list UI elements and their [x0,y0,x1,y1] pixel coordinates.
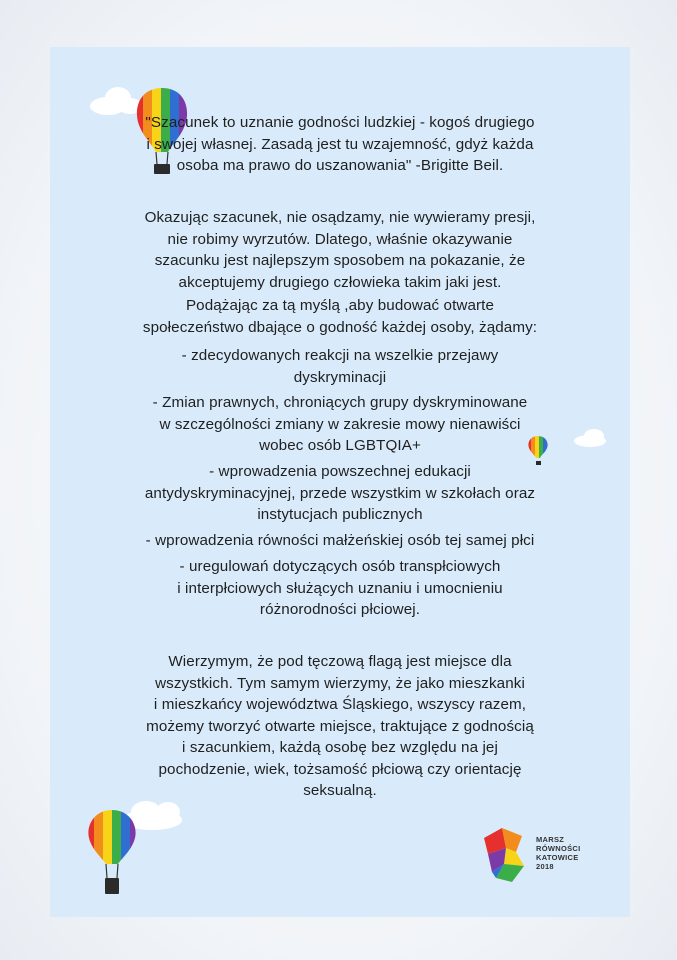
demand-line: - uregulowań dotyczących osób transpłciowych [179,558,501,575]
paragraph-line: Podążając za tą myślą ,aby budować otwarte [185,297,495,314]
demand-line: - wprowadzenia powszechnej edukacji [209,463,471,480]
paragraph-line: szacunku jest najlepszym sposobem na pokazanie, że [154,252,526,269]
demand-line: - wprowadzenia równości małżeńskiej osób tej samej płci [145,532,535,549]
demand-education [50,461,630,526]
quote [50,112,630,177]
demand-line: antydyskryminacyjnej, przede wszystkim w szkołach oraz [144,484,536,502]
demand-line: wobec osób LGBTQIA+ [259,437,421,454]
paragraph-closing [50,651,630,802]
demand-line: dyskryminacji [293,368,387,386]
paragraph-line: nie robimy wyrzutów. Dlatego, właśnie okazywanie [167,230,513,248]
logo-line: RÓWNOŚCI [536,844,581,853]
demand-line: różnorodności płciowej. [259,601,421,618]
quote-line: "Szacunek to uznanie godności ludzkiej - kogoś drugiego [145,114,535,131]
paragraph-line: seksualną. [303,782,377,799]
paragraph-line: i mieszkańcy województwa Śląskiego, wszyscy razem, [153,696,527,713]
marsz-rownosci-logo-icon [482,826,532,888]
demand-line: instytucjach publicznych [257,506,423,523]
paragraph-line: wszystkich. Tym samym wierzymy, że jako mieszkanki [155,674,525,692]
demand-trans-intersex [50,556,630,621]
paragraph-line: społeczeństwo dbające o godność każdej osoby, żądamy: [142,318,538,336]
paragraph-line: i szacunkiem, każdą osobę bez względu na jej [182,739,498,756]
paragraph-line: akceptujemy drugiego człowieka takim jaki jest. [178,273,502,291]
paragraph-line: pochodzenie, wiek, tożsamość płciową czy orientację [158,760,522,778]
logo-line: MARSZ [536,835,565,844]
logo-line: KATOWICE [536,853,579,862]
paragraph-respect [50,207,630,293]
paragraph-line: możemy tworzyć otwarte miejsce, traktujące z godnością [146,717,534,735]
demand-reactions [50,345,630,388]
balloon-bottom-left-icon [80,798,200,898]
logo-line: 2018 [536,862,554,871]
demand-line: i interpłciowych służących uznaniu i umocnieniu [177,579,503,597]
quote-line: osoba ma prawo do uszanowania" -Brigitte Beil. [176,157,504,174]
demand-line: w szczególności zmiany w zakresie mowy nienawiści [159,415,521,433]
demand-marriage-equality [50,530,630,552]
demand-line: - zdecydowanych reakcji na wszelkie przejawy [181,347,499,364]
logo-text [536,835,580,871]
demand-line: - Zmian prawnych, chroniących grupy dyskryminowane [152,394,528,411]
paragraph-demands-intro [50,295,630,338]
paragraph-line: Wierzymym, że pod tęczową flagą jest miejsce dla [168,653,512,670]
paragraph-line: Okazując szacunek, nie osądzamy, nie wywieramy presji, [144,209,536,226]
quote-line: i swojej własnej. Zasadą jest tu wzajemność, gdyż każda [146,135,534,153]
demand-legal-changes [50,392,630,457]
cloud-icon [90,87,142,115]
